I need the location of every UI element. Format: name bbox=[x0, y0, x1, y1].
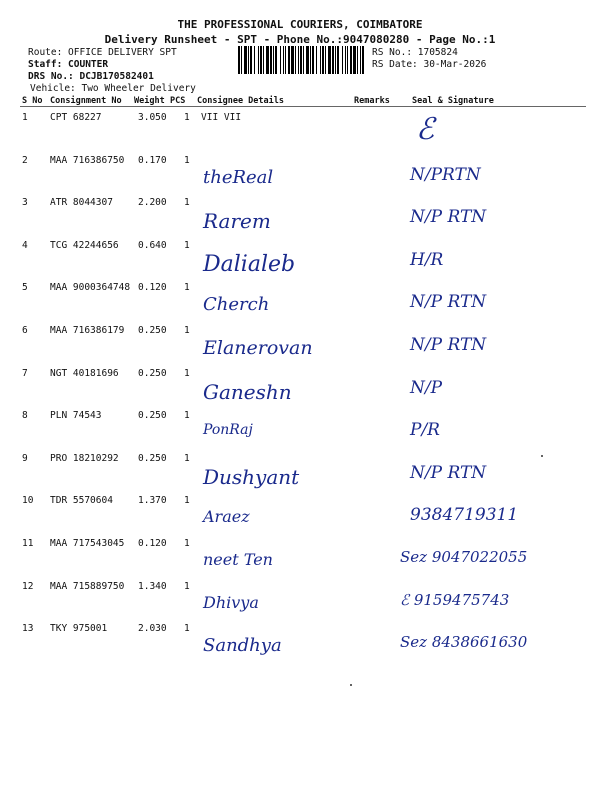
barcode-bar bbox=[306, 46, 309, 74]
row-remark: N/PRTN bbox=[410, 165, 481, 185]
row-weight: 0.120 bbox=[138, 282, 167, 293]
row-sno: 4 bbox=[22, 240, 28, 251]
row-weight: 0.640 bbox=[138, 240, 167, 251]
barcode-bar bbox=[320, 46, 321, 74]
barcode-bar bbox=[280, 46, 281, 74]
barcode-bar bbox=[322, 46, 324, 74]
row-sno: 10 bbox=[22, 495, 34, 506]
row-sno: 13 bbox=[22, 623, 34, 634]
row-pcs: 1 bbox=[184, 282, 190, 293]
barcode-bar bbox=[250, 46, 252, 74]
row-remark: N/P RTN bbox=[410, 463, 487, 483]
rs-date: RS Date: 30-Mar-2026 bbox=[372, 59, 487, 70]
row-signature: Dhivya bbox=[203, 593, 259, 612]
barcode-bar bbox=[357, 46, 358, 74]
row-weight: 0.170 bbox=[138, 155, 167, 166]
barcode-bar bbox=[342, 46, 343, 74]
row-pcs: 1 bbox=[184, 155, 190, 166]
barcode-bar bbox=[288, 46, 290, 74]
barcode-bar bbox=[337, 46, 339, 74]
row-weight: 0.250 bbox=[138, 368, 167, 379]
row-pcs: 1 bbox=[184, 538, 190, 549]
row-consignment-no: NGT 40181696 bbox=[50, 368, 119, 379]
row-signature: Cherch bbox=[203, 294, 270, 315]
row-consignment-no: TCG 42244656 bbox=[50, 240, 119, 251]
row-remark: P/R bbox=[410, 420, 440, 440]
barcode-bar bbox=[303, 46, 304, 74]
row-sno: 1 bbox=[22, 112, 28, 123]
row-consignment-no: CPT 68227 bbox=[50, 112, 102, 123]
barcode-bar bbox=[350, 46, 352, 74]
row-signature: Dalialeb bbox=[203, 252, 296, 277]
row-consignment-no: PRO 18210292 bbox=[50, 453, 119, 464]
row-consignment-no: MAA 716386750 bbox=[50, 155, 125, 166]
barcode-bar bbox=[335, 46, 336, 74]
barcode-bar bbox=[312, 46, 314, 74]
row-pcs: 1 bbox=[184, 495, 190, 506]
barcode-bar bbox=[295, 46, 296, 74]
col-sno: S No bbox=[22, 96, 43, 106]
row-weight: 2.200 bbox=[138, 197, 167, 208]
row-consignment-no: MAA 716386179 bbox=[50, 325, 125, 336]
row-signature: PonRaj bbox=[203, 422, 253, 438]
row-remark: Sez 8438661630 bbox=[400, 633, 528, 651]
barcode-bar bbox=[266, 46, 269, 74]
header-rule bbox=[20, 106, 586, 107]
row-pcs: 1 bbox=[184, 112, 190, 123]
col-consignment: Consignment No bbox=[50, 96, 122, 106]
barcode-bar bbox=[328, 46, 331, 74]
row-consignment-no: MAA 715889750 bbox=[50, 581, 125, 592]
row-consignment-no: MAA 717543045 bbox=[50, 538, 125, 549]
barcode-bar bbox=[254, 46, 255, 74]
col-consignee: Consignee Details bbox=[197, 96, 284, 106]
barcode-bar bbox=[300, 46, 302, 74]
row-sno: 2 bbox=[22, 155, 28, 166]
row-signature: Dushyant bbox=[203, 465, 300, 489]
row-consignment-no: TDR 5570604 bbox=[50, 495, 113, 506]
staff-info: Staff: COUNTER bbox=[28, 59, 109, 70]
barcode-bar bbox=[273, 46, 274, 74]
row-sno: 12 bbox=[22, 581, 34, 592]
row-weight: 1.370 bbox=[138, 495, 167, 506]
col-pcs: PCS bbox=[170, 96, 186, 106]
row-pcs: 1 bbox=[184, 197, 190, 208]
row-remark: ℰ 9159475743 bbox=[400, 591, 510, 609]
barcode-bar bbox=[345, 46, 346, 74]
row-pcs: 1 bbox=[184, 410, 190, 421]
barcode-bar bbox=[260, 46, 262, 74]
row-remark: N/P RTN bbox=[410, 335, 487, 355]
row-consignment-no: MAA 9000364748 bbox=[50, 282, 131, 293]
row-sno: 5 bbox=[22, 282, 28, 293]
rs-number: RS No.: 1705824 bbox=[372, 47, 458, 58]
barcode-bar bbox=[263, 46, 264, 74]
col-remarks: Remarks bbox=[354, 96, 390, 106]
barcode-bar bbox=[291, 46, 294, 74]
speck bbox=[541, 455, 543, 457]
row-sno: 11 bbox=[22, 538, 34, 549]
barcode-bar bbox=[298, 46, 299, 74]
barcode-bar bbox=[285, 46, 286, 74]
runsheet-subtitle: Delivery Runsheet - SPT - Phone No.:9047080280 - Page No.:1 bbox=[104, 33, 496, 46]
barcode-bar bbox=[325, 46, 326, 74]
barcode-bar bbox=[332, 46, 334, 74]
drs-number: DRS No.: DCJB170582401 bbox=[28, 71, 154, 82]
row-consignment-no: TKY 975001 bbox=[50, 623, 108, 634]
row-pcs: 1 bbox=[184, 623, 190, 634]
row-weight: 0.250 bbox=[138, 410, 167, 421]
barcode-bar bbox=[283, 46, 284, 74]
route-info: Route: OFFICE DELIVERY SPT bbox=[28, 47, 177, 58]
row-weight: 2.030 bbox=[138, 623, 167, 634]
barcode-bar bbox=[360, 46, 361, 74]
row-pcs: 1 bbox=[184, 581, 190, 592]
barcode-bar bbox=[241, 46, 242, 74]
col-seal: Seal & Signature bbox=[412, 96, 494, 106]
row-remark: N/P bbox=[410, 378, 443, 398]
row-pcs: 1 bbox=[184, 325, 190, 336]
row-weight: 0.250 bbox=[138, 453, 167, 464]
vehicle-info: Vehicle: Two Wheeler Delivery bbox=[30, 83, 196, 94]
row-sno: 6 bbox=[22, 325, 28, 336]
barcode-bar bbox=[238, 46, 240, 74]
row-signature: neet Ten bbox=[203, 550, 273, 569]
row-weight: 3.050 bbox=[138, 112, 167, 123]
barcode-bar bbox=[275, 46, 277, 74]
row-remark: 9384719311 bbox=[410, 505, 519, 525]
row-consignee: VII VII bbox=[201, 112, 242, 123]
row-remark: Sez 9047022055 bbox=[400, 548, 528, 566]
row-pcs: 1 bbox=[184, 368, 190, 379]
barcode-bar bbox=[347, 46, 348, 74]
row-signature: Sandhya bbox=[203, 635, 282, 656]
row-weight: 1.340 bbox=[138, 581, 167, 592]
barcode-bar bbox=[310, 46, 311, 74]
row-signature: Araez bbox=[203, 507, 250, 526]
row-signature: Ganeshn bbox=[203, 380, 292, 404]
barcode-bar bbox=[258, 46, 259, 74]
row-remark: ℰ bbox=[416, 112, 435, 147]
barcode-bar bbox=[248, 46, 249, 74]
row-sno: 9 bbox=[22, 453, 28, 464]
row-weight: 0.250 bbox=[138, 325, 167, 336]
barcode-bar bbox=[270, 46, 272, 74]
row-sno: 3 bbox=[22, 197, 28, 208]
speck bbox=[350, 684, 352, 686]
row-weight: 0.120 bbox=[138, 538, 167, 549]
row-sno: 7 bbox=[22, 368, 28, 379]
col-weight: Weight bbox=[134, 96, 165, 106]
row-sno: 8 bbox=[22, 410, 28, 421]
runsheet-title: THE PROFESSIONAL COURIERS, COIMBATORE bbox=[177, 18, 423, 31]
row-remark: N/P RTN bbox=[410, 207, 487, 227]
row-consignment-no: PLN 74543 bbox=[50, 410, 102, 421]
row-remark: N/P RTN bbox=[410, 292, 487, 312]
row-remark: H/R bbox=[410, 250, 444, 270]
barcode-bar bbox=[316, 46, 317, 74]
barcode-bar bbox=[353, 46, 356, 74]
barcode-image bbox=[238, 46, 366, 74]
row-signature: theReal bbox=[203, 167, 274, 188]
row-consignment-no: ATR 8044307 bbox=[50, 197, 113, 208]
barcode-bar bbox=[362, 46, 364, 74]
row-pcs: 1 bbox=[184, 240, 190, 251]
row-pcs: 1 bbox=[184, 453, 190, 464]
barcode-bar bbox=[244, 46, 247, 74]
row-signature: Rarem bbox=[203, 209, 271, 233]
row-signature: Elanerovan bbox=[203, 337, 313, 359]
